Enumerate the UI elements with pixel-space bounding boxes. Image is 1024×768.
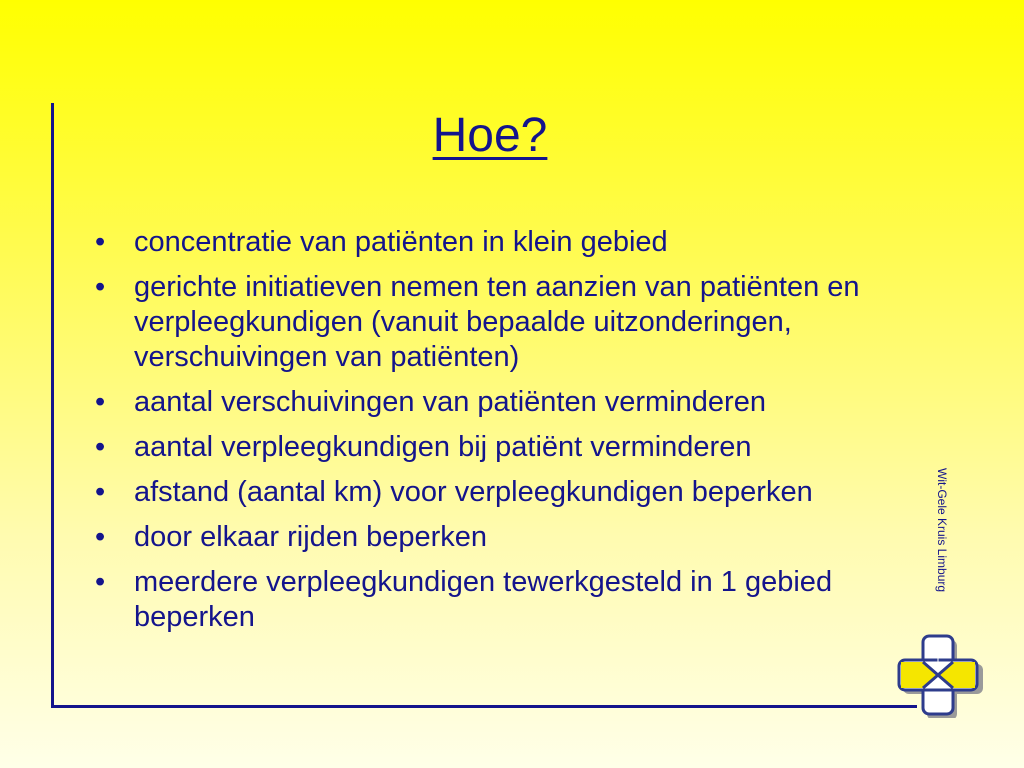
bullet-text: aantal verpleegkundigen bij patiënt verminderen (134, 431, 752, 463)
bullet-text: door elkaar rijden beperken (134, 521, 488, 553)
list-item (95, 225, 895, 260)
bullet-icon: • (95, 431, 106, 463)
bullet-icon: • (95, 386, 106, 418)
bullet-text: concentratie van patiënten in klein gebied (134, 226, 668, 258)
bullet-list (95, 225, 895, 645)
wit-gele-kruis-cross-logo-icon (897, 634, 983, 718)
bullet-icon: • (95, 521, 106, 553)
bullet-text: gerichte initiatieven nemen ten aanzien van patiënten en verpleegkundigen (vanuit bepaalde uitzonderingen, verschuivingen van patiënten) (134, 271, 860, 373)
list-item (95, 520, 895, 555)
bullet-text: meerdere verpleegkundigen tewerkgesteld in 1 gebied beperken (134, 566, 833, 633)
list-item (95, 565, 895, 635)
bullet-icon: • (95, 271, 106, 303)
bullet-icon: • (95, 476, 106, 508)
frame-vertical-line (51, 103, 54, 708)
list-item (95, 270, 895, 375)
slide-title: Hoe? (432, 109, 548, 162)
bullet-text: afstand (aantal km) voor verpleegkundigen beperken (134, 476, 813, 508)
list-item (95, 475, 895, 510)
organization-label: Wit-Gele Kruis Limburg (935, 468, 949, 593)
bullet-icon: • (95, 566, 106, 598)
list-item (95, 385, 895, 420)
bullet-text: aantal verschuivingen van patiënten verminderen (134, 386, 766, 418)
list-item (95, 430, 895, 465)
bullet-icon: • (95, 226, 106, 258)
frame-horizontal-line (51, 705, 917, 708)
